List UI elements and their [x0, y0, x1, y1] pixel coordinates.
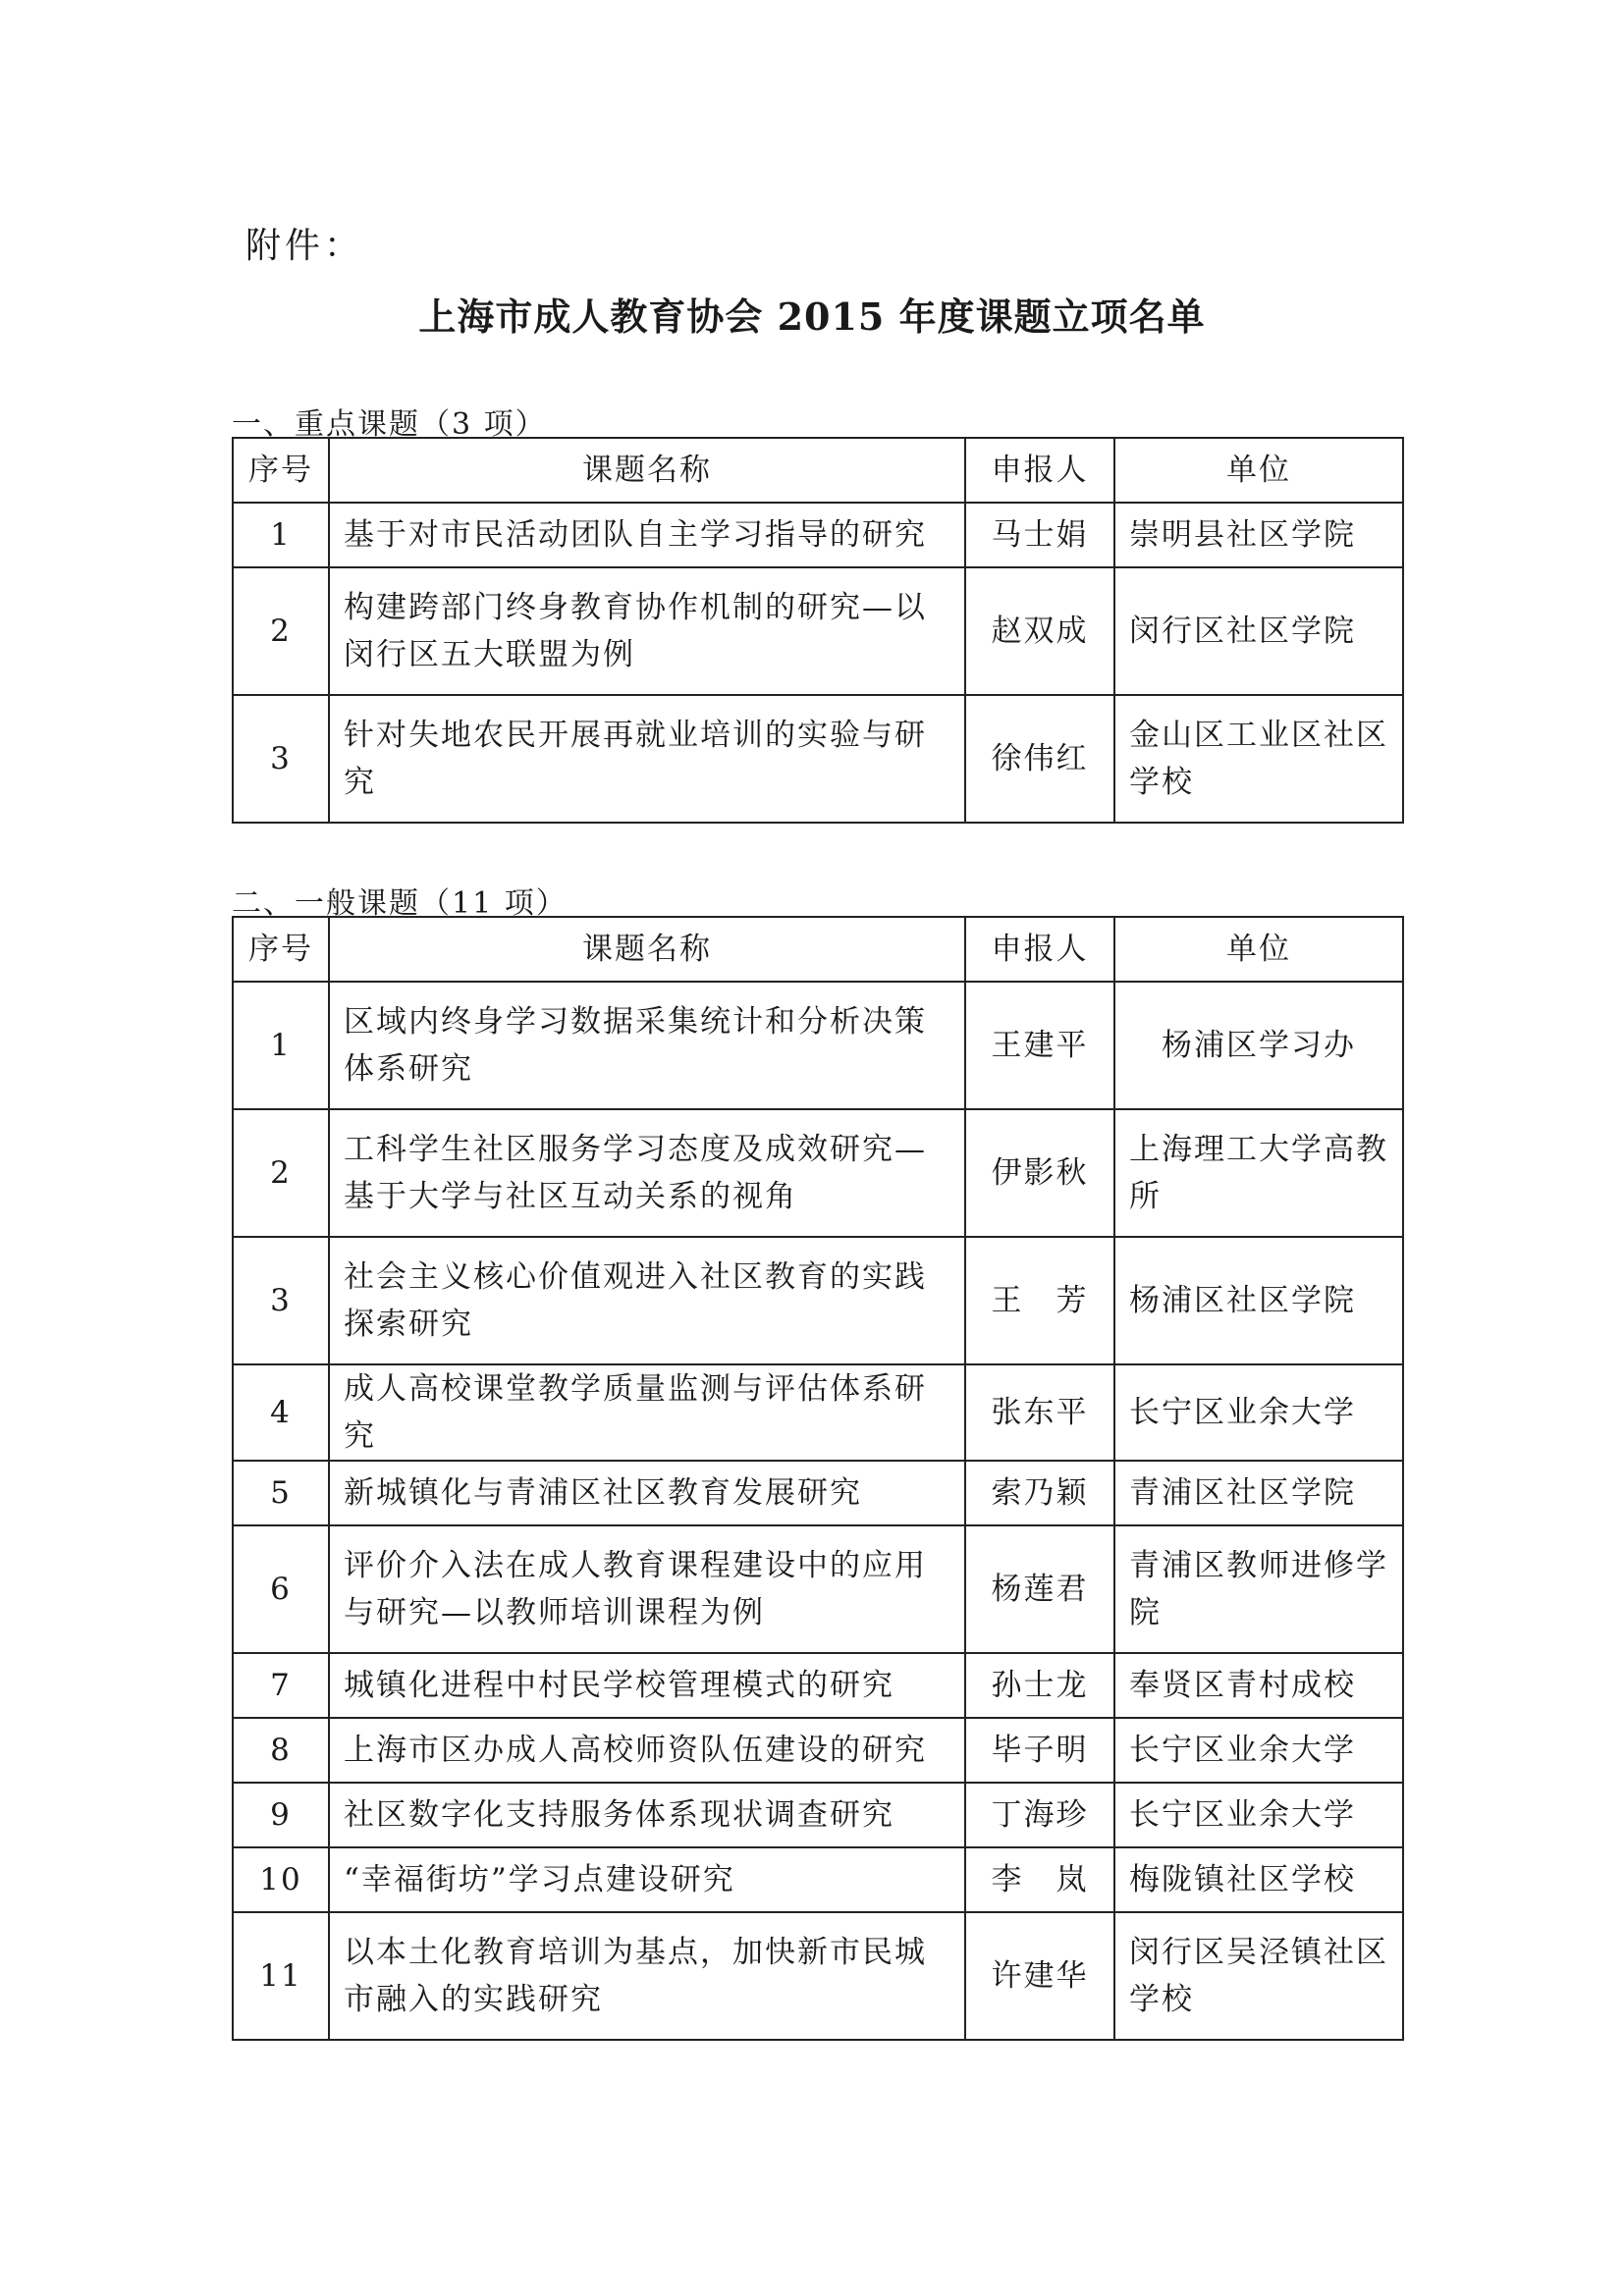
cell-unit: 长宁区业余大学	[1114, 1783, 1403, 1847]
cell-no: 10	[233, 1847, 329, 1912]
cell-name: 构建跨部门终身教育协作机制的研究—以闵行区五大联盟为例	[329, 567, 965, 695]
table-row	[233, 1525, 1403, 1653]
cell-no: 6	[233, 1525, 329, 1653]
cell-person: 李 岚	[965, 1847, 1114, 1912]
cell-no: 7	[233, 1653, 329, 1718]
header-person: 申报人	[965, 438, 1114, 503]
cell-no: 9	[233, 1783, 329, 1847]
cell-name: 城镇化进程中村民学校管理模式的研究	[329, 1653, 965, 1718]
cell-unit: 闵行区吴泾镇社区学校	[1114, 1912, 1403, 2040]
header-name: 课题名称	[329, 438, 965, 503]
cell-person: 毕子明	[965, 1718, 1114, 1783]
key-projects-table	[232, 437, 1404, 824]
cell-unit: 青浦区教师进修学院	[1114, 1525, 1403, 1653]
cell-no: 2	[233, 1109, 329, 1237]
cell-name: 基于对市民活动团队自主学习指导的研究	[329, 503, 965, 567]
cell-unit: 奉贤区青村成校	[1114, 1653, 1403, 1718]
cell-unit: 青浦区社区学院	[1114, 1461, 1403, 1525]
table-row	[233, 1912, 1403, 2040]
cell-name: “幸福街坊”学习点建设研究	[329, 1847, 965, 1912]
cell-no: 1	[233, 982, 329, 1109]
header-name: 课题名称	[329, 917, 965, 982]
table-row	[233, 503, 1403, 567]
cell-name: 工科学生社区服务学习态度及成效研究—基于大学与社区互动关系的视角	[329, 1109, 965, 1237]
cell-unit: 梅陇镇社区学校	[1114, 1847, 1403, 1912]
cell-person: 丁海珍	[965, 1783, 1114, 1847]
table-row	[233, 1847, 1403, 1912]
cell-person: 伊影秋	[965, 1109, 1114, 1237]
cell-name: 社会主义核心价值观进入社区教育的实践探索研究	[329, 1237, 965, 1364]
table-row	[233, 982, 1403, 1109]
table-row	[233, 1109, 1403, 1237]
cell-person: 许建华	[965, 1912, 1114, 2040]
cell-person: 索乃颖	[965, 1461, 1114, 1525]
cell-name: 上海市区办成人高校师资队伍建设的研究	[329, 1718, 965, 1783]
cell-person: 赵双成	[965, 567, 1114, 695]
cell-unit: 上海理工大学高教所	[1114, 1109, 1403, 1237]
cell-unit: 崇明县社区学院	[1114, 503, 1403, 567]
cell-no: 3	[233, 695, 329, 823]
attachment-label: 附件：	[245, 226, 364, 266]
section-heading-key-projects: 一、重点课题（3 项）	[232, 407, 547, 442]
table-row	[233, 1653, 1403, 1718]
cell-unit: 杨浦区社区学院	[1114, 1237, 1403, 1364]
cell-unit: 杨浦区学习办	[1114, 982, 1403, 1109]
cell-no: 2	[233, 567, 329, 695]
table-row	[233, 1237, 1403, 1364]
section-heading-general-projects: 二、一般课题（11 项）	[232, 886, 568, 921]
cell-name: 区域内终身学习数据采集统计和分析决策体系研究	[329, 982, 965, 1109]
cell-name: 社区数字化支持服务体系现状调查研究	[329, 1783, 965, 1847]
cell-unit: 金山区工业区社区学校	[1114, 695, 1403, 823]
cell-no: 8	[233, 1718, 329, 1783]
cell-no: 4	[233, 1364, 329, 1461]
table-header-row	[233, 917, 1403, 982]
cell-no: 1	[233, 503, 329, 567]
header-unit: 单位	[1114, 917, 1403, 982]
cell-person: 杨莲君	[965, 1525, 1114, 1653]
cell-no: 11	[233, 1912, 329, 2040]
header-unit: 单位	[1114, 438, 1403, 503]
cell-person: 马士娟	[965, 503, 1114, 567]
cell-name: 评价介入法在成人教育课程建设中的应用与研究—以教师培训课程为例	[329, 1525, 965, 1653]
document-title: 上海市成人教育协会 2015 年度课题立项名单	[418, 294, 1206, 339]
cell-no: 5	[233, 1461, 329, 1525]
cell-name: 以本土化教育培训为基点，加快新市民城市融入的实践研究	[329, 1912, 965, 2040]
cell-person: 王 芳	[965, 1237, 1114, 1364]
cell-name: 针对失地农民开展再就业培训的实验与研究	[329, 695, 965, 823]
cell-no: 3	[233, 1237, 329, 1364]
table-row	[233, 1461, 1403, 1525]
table-row	[233, 1783, 1403, 1847]
cell-person: 徐伟红	[965, 695, 1114, 823]
cell-unit: 闵行区社区学院	[1114, 567, 1403, 695]
table-row	[233, 1718, 1403, 1783]
cell-person: 王建平	[965, 982, 1114, 1109]
header-no: 序号	[233, 917, 329, 982]
header-person: 申报人	[965, 917, 1114, 982]
table-row	[233, 1364, 1403, 1461]
cell-unit: 长宁区业余大学	[1114, 1364, 1403, 1461]
cell-person: 张东平	[965, 1364, 1114, 1461]
cell-unit: 长宁区业余大学	[1114, 1718, 1403, 1783]
general-projects-table	[232, 916, 1404, 2041]
header-no: 序号	[233, 438, 329, 503]
table-header-row	[233, 438, 1403, 503]
cell-person: 孙士龙	[965, 1653, 1114, 1718]
cell-name: 成人高校课堂教学质量监测与评估体系研究	[329, 1364, 965, 1461]
table-row	[233, 567, 1403, 695]
cell-name: 新城镇化与青浦区社区教育发展研究	[329, 1461, 965, 1525]
table-row	[233, 695, 1403, 823]
